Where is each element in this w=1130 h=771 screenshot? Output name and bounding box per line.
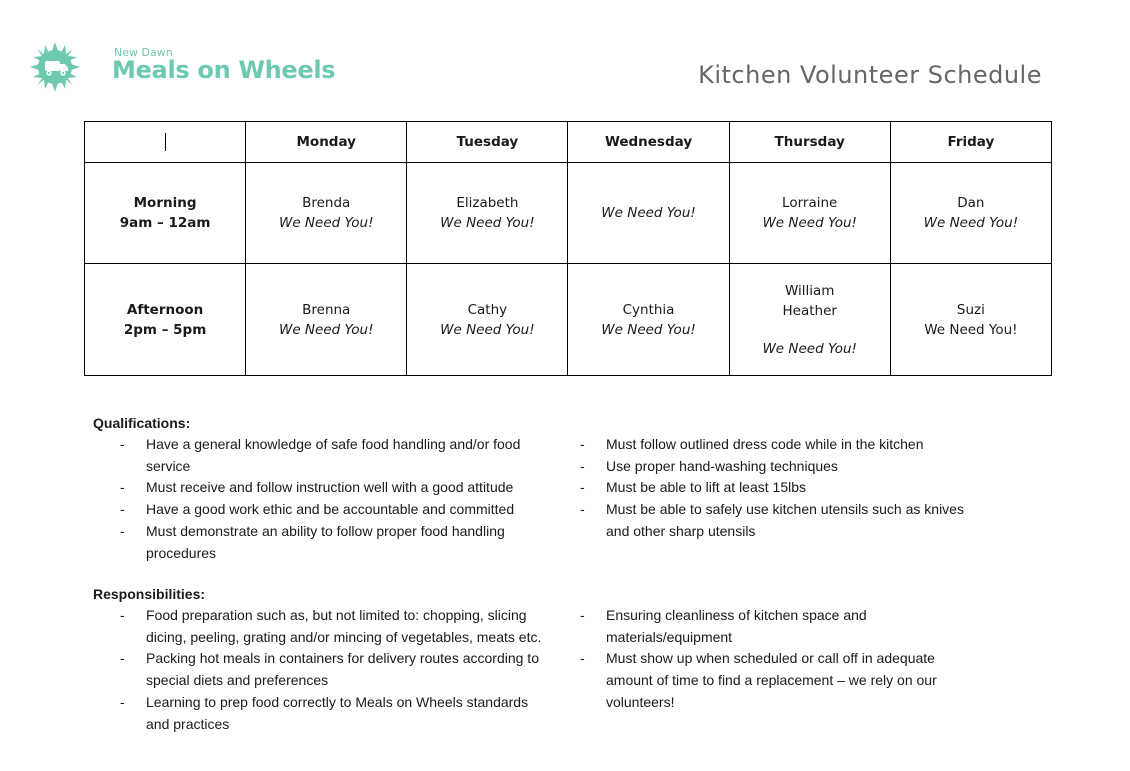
shift-name: Afternoon — [126, 301, 204, 318]
volunteer-name: William — [784, 282, 835, 299]
qualifications-section — [93, 412, 1053, 564]
list-item: - Ensuring cleanliness of kitchen space and materials/equipment — [553, 605, 973, 648]
page-title: Kitchen Volunteer Schedule — [698, 61, 1042, 89]
need-volunteer-note: We Need You! — [440, 215, 535, 231]
day-header: Monday — [246, 122, 407, 163]
blank-line — [730, 321, 890, 339]
volunteer-name: Brenna — [302, 301, 351, 318]
need-volunteer-note: We Need You! — [601, 321, 696, 338]
logo-title: Meals on Wheels — [112, 56, 336, 84]
list-item: - Food preparation such as, but not limited to: chopping, slicing dicing, peeling, grating and/or mincing of vegetables, meats etc. — [93, 605, 553, 648]
need-volunteer-note: We Need You! — [278, 321, 374, 338]
responsibilities-columns — [93, 605, 1053, 735]
text-cursor — [165, 133, 166, 151]
list-item: - Have a good work ethic and be accountable and committed — [93, 499, 553, 521]
list-item: - Must demonstrate an ability to follow proper food handling procedures — [93, 521, 553, 564]
schedule-cell — [729, 264, 890, 376]
schedule-cell — [729, 163, 890, 264]
responsibilities-list-left — [93, 605, 553, 735]
schedule-cell — [407, 163, 568, 264]
shift-label-cell — [85, 163, 246, 264]
schedule-cell — [407, 264, 568, 376]
responsibilities-title: Responsibilities: — [93, 586, 206, 602]
list-item: - Use proper hand-washing techniques — [553, 456, 973, 478]
schedule-cell — [246, 264, 407, 376]
logo-subtitle: New Dawn — [114, 46, 173, 59]
day-header: Friday — [890, 122, 1051, 163]
schedule-cell — [890, 264, 1051, 376]
shift-label-cell — [85, 264, 246, 376]
qualifications-title: Qualifications: — [93, 415, 191, 431]
schedule-table — [84, 121, 1052, 376]
need-volunteer-note: We Need You! — [924, 321, 1018, 338]
table-header-row — [85, 122, 1052, 163]
organization-logo — [28, 40, 336, 96]
header-corner-cell[interactable] — [85, 122, 246, 163]
shift-time: 2pm – 5pm — [123, 321, 207, 338]
day-header: Wednesday — [568, 122, 729, 163]
need-volunteer-note: We Need You! — [278, 215, 374, 231]
afternoon-row — [85, 264, 1052, 376]
need-volunteer-note: We Need You! — [440, 321, 535, 338]
schedule-cell — [246, 163, 407, 264]
volunteer-name: Dan — [957, 195, 985, 211]
sun-truck-logo-icon — [28, 40, 82, 94]
list-item: - Have a general knowledge of safe food handling and/or food service — [93, 434, 553, 477]
list-item: - Packing hot meals in containers for delivery routes according to special diets and preferences — [93, 648, 553, 691]
list-item: - Must be able to safely use kitchen utensils such as knives and other sharp utensils — [553, 499, 973, 542]
volunteer-name: Cynthia — [622, 301, 675, 318]
volunteer-name: Elizabeth — [456, 195, 519, 211]
day-header: Tuesday — [407, 122, 568, 163]
shift-name: Morning — [133, 195, 197, 211]
shift-time: 9am – 12am — [119, 215, 211, 231]
qualifications-list-left — [93, 434, 553, 564]
list-item: - Must follow outlined dress code while in the kitchen — [553, 434, 973, 456]
need-volunteer-note: We Need You! — [762, 215, 857, 231]
need-volunteer-note: We Need You! — [601, 205, 696, 221]
list-item: - Must be able to lift at least 15lbs — [553, 477, 973, 499]
volunteer-name: Brenda — [302, 195, 351, 211]
volunteer-name: Suzi — [956, 301, 985, 318]
schedule-cell — [568, 163, 729, 264]
schedule-cell — [890, 163, 1051, 264]
volunteer-name: Lorraine — [782, 195, 838, 211]
list-item: - Must show up when scheduled or call off in adequate amount of time to find a replacement – we rely on our volunteers! — [553, 648, 973, 713]
volunteer-name: Cathy — [467, 301, 508, 318]
qualifications-columns — [93, 434, 1053, 564]
list-item: - Must receive and follow instruction well with a good attitude — [93, 477, 553, 499]
responsibilities-section — [93, 583, 1053, 735]
morning-row — [85, 163, 1052, 264]
need-volunteer-note: We Need You! — [923, 215, 1019, 231]
qualifications-list-right — [553, 434, 973, 564]
day-header: Thursday — [729, 122, 890, 163]
list-item: - Learning to prep food correctly to Meals on Wheels standards and practices — [93, 692, 553, 735]
schedule-cell — [568, 264, 729, 376]
volunteer-name: Heather — [782, 302, 837, 319]
responsibilities-list-right — [553, 605, 973, 735]
need-volunteer-note: We Need You! — [762, 340, 857, 357]
